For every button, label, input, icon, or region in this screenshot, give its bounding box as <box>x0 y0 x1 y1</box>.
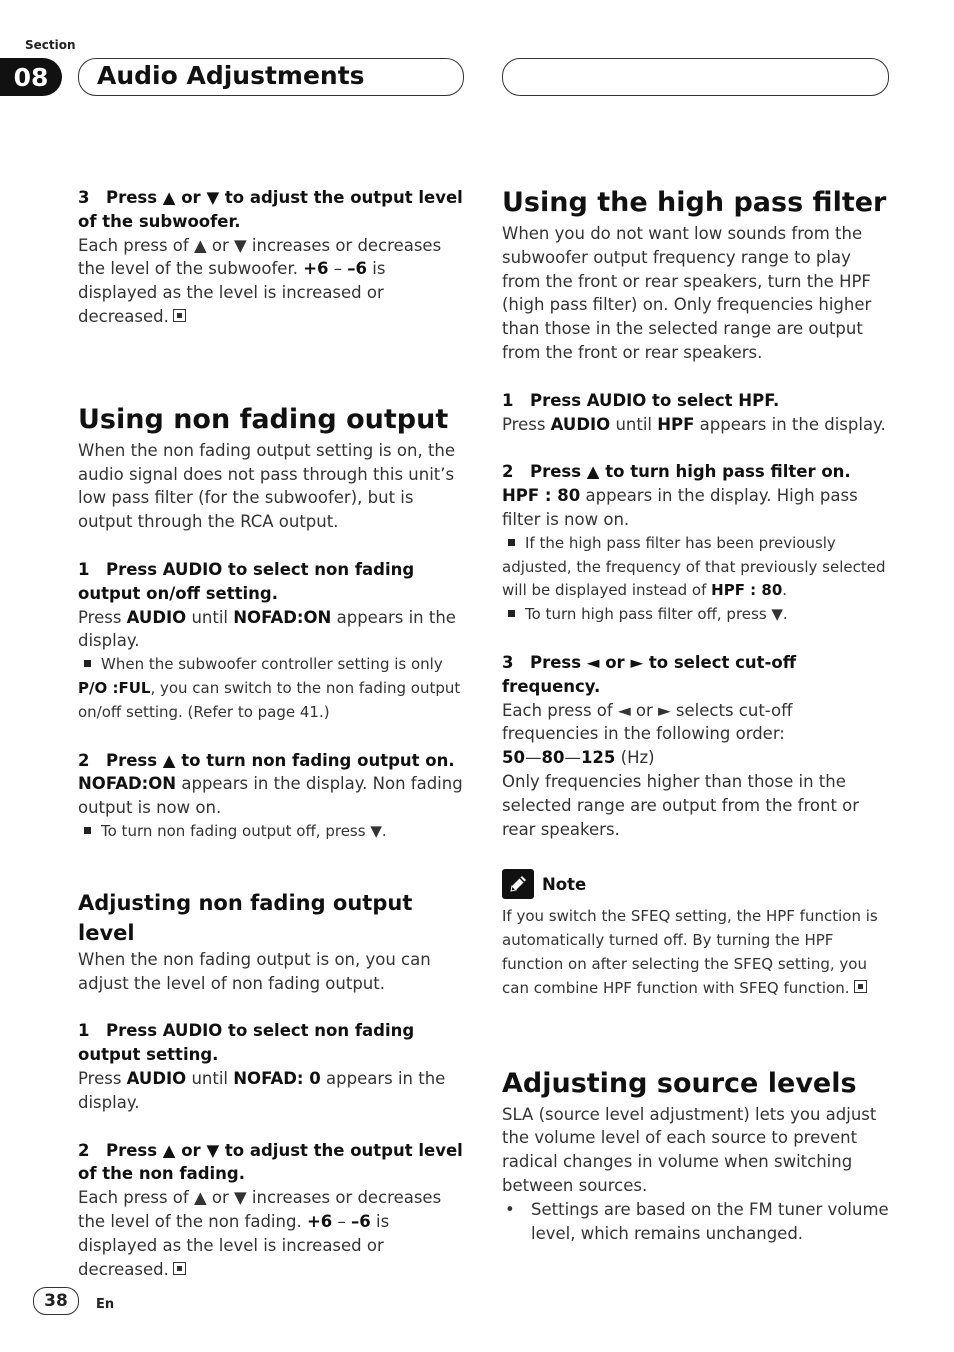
section-heading-source-levels: Adjusting source levels <box>502 1067 857 1099</box>
step-title: 3 Press ◄ or ► to select cut-off frequency. <box>502 652 797 696</box>
list-item: • Settings are based on the FM tuner volume level, which remains unchanged. <box>502 1198 890 1246</box>
page-number: 38 <box>33 1287 79 1315</box>
end-mark-icon <box>173 1262 186 1275</box>
step-title: 1 Press AUDIO to select HPF. <box>502 390 780 410</box>
end-mark-icon <box>173 309 186 322</box>
intro-paragraph: SLA (source level adjustment) lets you adjust the volume level of each source to prevent radical changes in volume when switching between sources. <box>502 1104 877 1195</box>
note-header <box>502 869 890 899</box>
intro-paragraph: When you do not want low sounds from the subwoofer output frequency range to play from the front or rear speakers, turn the HPF (high pass filter) on. Only frequencies higher than those in the selected range are output from the front or rear speakers. <box>502 224 872 362</box>
step-title: 2 Press ▲ to turn non fading output on. <box>78 750 455 770</box>
step-body: Each press of ▲ or ▼ increases or decreases the level of the non fading. +6 – –6 is displayed as the level is increased or decreased. <box>78 1188 442 1279</box>
frequency-sequence: 50—80—125 (Hz) <box>502 748 655 768</box>
bullet-square-icon <box>508 539 515 546</box>
step-note: To turn non fading output off, press ▼. <box>78 820 466 844</box>
step-title: 2 Press ▲ to turn high pass filter on. <box>502 462 851 482</box>
step-title: 2 Press ▲ or ▼ to adjust the output level of the non fading. <box>78 1140 463 1184</box>
section-number-badge: 08 <box>0 58 62 96</box>
left-column <box>78 186 466 1281</box>
step-body: Press AUDIO until HPF appears in the display. <box>502 414 886 434</box>
note-label: Note <box>542 874 587 894</box>
step-body: Each press of ▲ or ▼ increases or decreases the level of the subwoofer. +6 – –6 is displayed as the level is increased or decreased. <box>78 235 442 326</box>
bullet-square-icon <box>84 660 91 667</box>
step-body: Press AUDIO until NOFAD:ON appears in the display. <box>78 607 456 651</box>
step-note: When the subwoofer controller setting is only P/O :FUL, you can switch to the non fading output on/off setting. (Refer to page 41.) <box>78 655 461 721</box>
page-title: Audio Adjustments <box>97 61 365 90</box>
section-heading-hpf: Using the high pass filter <box>502 187 887 218</box>
subsection-heading-level: Adjusting non fading output level <box>78 890 413 945</box>
section-heading-non-fading: Using non fading output <box>78 403 449 435</box>
step-note: To turn high pass filter off, press ▼. <box>502 603 890 627</box>
step-title: 1 Press AUDIO to select non fading output on/off setting. <box>78 559 415 603</box>
bullet-square-icon <box>508 610 515 617</box>
section-label: Section <box>25 38 76 52</box>
language-label: En <box>96 1297 115 1312</box>
pencil-icon <box>502 869 534 899</box>
step-body: Press AUDIO until NOFAD: 0 appears in the display. <box>78 1068 446 1112</box>
header-empty-frame <box>502 58 889 96</box>
step-note: If the high pass filter has been previously adjusted, the frequency of that previously selected will be displayed instead of HPF : 80. <box>502 533 886 600</box>
note-text: If you switch the SFEQ setting, the HPF function is automatically turned off. By turning the HPF function on after selecting the SFEQ setting, you can combine HPF function with SFEQ function. <box>502 907 878 997</box>
intro-paragraph: When the non fading output setting is on, the audio signal does not pass through this unit’s low pass filter (for the subwoofer), but is output through the RCA output. <box>78 440 456 532</box>
step-title: 3 Press ▲ or ▼ to adjust the output level of the subwoofer. <box>78 188 463 231</box>
step-body: Each press of ◄ or ► selects cut-off frequencies in the following order: <box>502 700 793 744</box>
end-mark-icon <box>854 980 867 993</box>
step-title: 1 Press AUDIO to select non fading output setting. <box>78 1021 415 1065</box>
step-body: NOFAD:ON appears in the display. Non fading output is now on. <box>78 774 463 818</box>
bullet-dot-icon: • <box>505 1199 515 1219</box>
intro-paragraph: When the non fading output is on, you can adjust the level of non fading output. <box>78 949 431 993</box>
bullet-square-icon <box>84 827 91 834</box>
right-column <box>502 184 890 1245</box>
step-body: Only frequencies higher than those in the selected range are output from the front or rear speakers. <box>502 771 860 839</box>
step-body: HPF : 80 appears in the display. High pass filter is now on. <box>502 486 858 529</box>
